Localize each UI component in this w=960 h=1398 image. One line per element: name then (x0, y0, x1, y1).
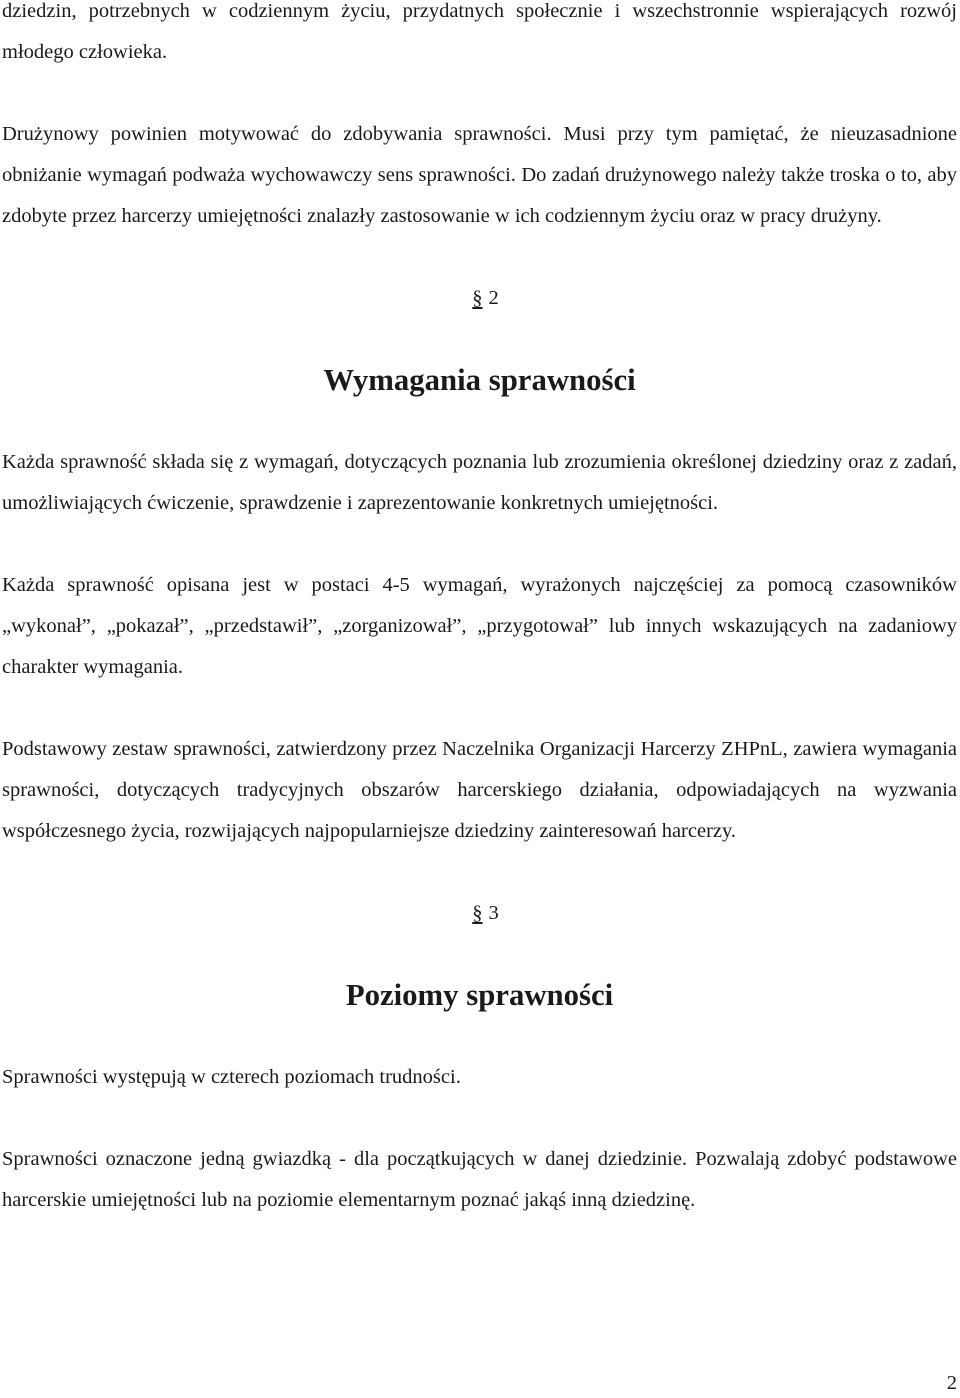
section-3-title: Poziomy sprawności (345, 978, 614, 1012)
section-2-title: Wymagania sprawności (323, 363, 636, 397)
paragraph-cztery-poziomy: Sprawności występują w czterech poziomach trudności. (2, 1066, 461, 1088)
page-number: 2 (946, 1372, 957, 1394)
paragraph-gap (2, 524, 957, 565)
section-2-number (2, 278, 957, 319)
paragraph-intro-continuation: dziedzin, potrzebnych w codziennym życiu, przydatnych społecznie i wszechstronnie wspierających rozwój młodego człowieka. (2, 0, 957, 63)
paragraph-gap (2, 1098, 957, 1139)
paragraph-sprawnosc-opisana: Każda sprawność opisana jest w postaci 4-5 wymagań, wyrażonych najczęściej za pomocą czasowników „wykonał”, „pokazał”, „przedstawił”, „zorganizował”, „przygotował” lub innych wskazujących na zadaniowy charakter wymagania. (2, 574, 957, 678)
section-gap (2, 237, 957, 278)
section-symbol: § (472, 902, 483, 924)
paragraph-jedna-gwiazdka: Sprawności oznaczone jedną gwiazdką - dla początkujących w danej dziedzinie. Pozwalają zdobyć podstawowe harcerskie umiejętności lub na poziomie elementarnym poznać jakąś inną dziedzinę. (2, 1148, 957, 1211)
document-page (2, 0, 957, 1221)
heading-gap (2, 934, 957, 975)
paragraph-sprawnosc-sklada: Każda sprawność składa się z wymagań, dotyczących poznania lub zrozumienia określonej dziedziny oraz z zadań, umożliwiających ćwiczenie, sprawdzenie i zaprezentowanie konkretnych umiejętności. (2, 451, 957, 514)
section-3-number (2, 893, 957, 934)
section-symbol: § (472, 287, 483, 309)
paragraph-zestaw-sprawnosci: Podstawowy zestaw sprawności, zatwierdzony przez Naczelnika Organizacji Harcerzy ZHPnL, zawiera wymagania sprawności, dotyczących tradycyjnych obszarów harcerskiego działania, odpowiadających na wyzwania współczesnego życia, rozwijających najpopularniejsze dziedziny zainteresowań harcerzy. (2, 738, 957, 842)
section-3-number-value: 3 (488, 902, 499, 924)
paragraph-druzynowy: Drużynowy powinien motywować do zdobywania sprawności. Musi przy tym pamiętać, że nieuzasadnione obniżanie wymagań podważa wychowawczy sens sprawności. Do zadań drużynowego należy także troska o to, aby zdobyte przez harcerzy umiejętności znalazły zastosowanie w ich codziennym życiu oraz w pracy drużyny. (2, 123, 957, 227)
heading-gap (2, 319, 957, 360)
heading-gap (2, 1016, 957, 1057)
heading-gap (2, 401, 957, 442)
paragraph-gap (2, 688, 957, 729)
section-gap (2, 852, 957, 893)
paragraph-gap (2, 73, 957, 114)
section-2-number-value: 2 (488, 287, 499, 309)
